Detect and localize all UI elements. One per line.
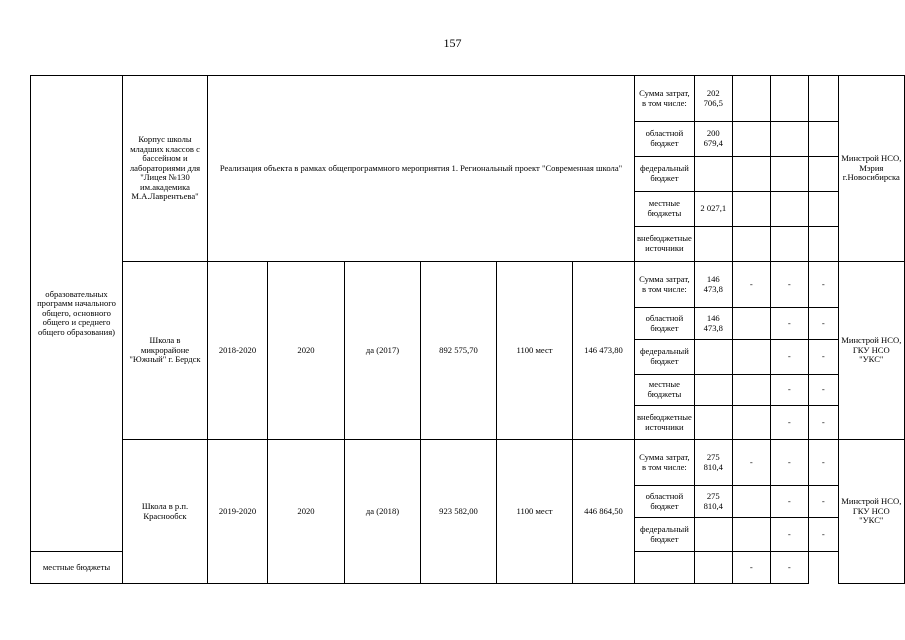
dash-cell: - <box>770 552 808 584</box>
label-total: Сумма затрат, в том числе: <box>635 262 695 308</box>
amount-regional: 275 810,4 <box>694 486 732 518</box>
amount-regional: 200 679,4 <box>694 122 732 157</box>
amount-total: 146 473,8 <box>694 262 732 308</box>
amount-total: 202 706,5 <box>694 76 732 122</box>
dash-cell <box>808 192 838 227</box>
amount-federal <box>694 518 732 552</box>
dash-cell <box>732 227 770 262</box>
dash-cell <box>732 157 770 192</box>
dash-cell: - <box>770 340 808 375</box>
label-local: местные бюджеты <box>31 552 123 584</box>
label-total: Сумма затрат, в том числе: <box>635 76 695 122</box>
project-capacity: 1100 мест <box>497 262 573 440</box>
label-regional: областной бюджет <box>635 308 695 340</box>
project-remaining: 146 473,80 <box>573 262 635 440</box>
table-row <box>31 440 905 486</box>
dash-cell <box>732 308 770 340</box>
responsible: Минстрой НСО, Мэрия г.Новосибирска <box>838 76 904 262</box>
amount-local <box>694 375 732 406</box>
label-federal: федеральный бюджет <box>635 157 695 192</box>
project-period: 2019-2020 <box>208 440 268 584</box>
amount-total: 275 810,4 <box>694 440 732 486</box>
project-capacity: 1100 мест <box>497 440 573 584</box>
dash-cell <box>694 552 732 584</box>
dash-cell: - <box>732 440 770 486</box>
dash-cell: - <box>808 308 838 340</box>
amount-extra <box>694 406 732 440</box>
dash-cell: - <box>808 375 838 406</box>
dash-cell: - <box>770 308 808 340</box>
project-name: Школа в р.п. Краснообск <box>123 440 208 584</box>
dash-cell <box>770 76 808 122</box>
project-merged-note: Реализация объекта в рамках общепрограммного мероприятия 1. Региональный проект "Современная школа" <box>208 76 635 262</box>
amount-local: 2 027,1 <box>694 192 732 227</box>
page-number: 157 <box>443 36 462 50</box>
goal-description: образовательных программ начального общего, основного общего и среднего общего образования) <box>31 76 123 552</box>
project-name: Корпус школы младших классов с бассейном и лабораториями для "Лицея №130 им.академика М.А.Лаврентьева" <box>123 76 208 262</box>
program-table <box>30 75 905 584</box>
dash-cell: - <box>770 486 808 518</box>
table-row <box>31 262 905 308</box>
dash-cell <box>808 157 838 192</box>
table-row <box>31 76 905 122</box>
project-period: 2018-2020 <box>208 262 268 440</box>
dash-cell <box>732 406 770 440</box>
project-design: да (2018) <box>345 440 421 584</box>
dash-cell <box>732 122 770 157</box>
dash-cell: - <box>808 440 838 486</box>
amount-regional: 146 473,8 <box>694 308 732 340</box>
dash-cell <box>732 518 770 552</box>
label-regional: областной бюджет <box>635 122 695 157</box>
label-local: местные бюджеты <box>635 192 695 227</box>
dash-cell <box>732 76 770 122</box>
label-regional: областной бюджет <box>635 486 695 518</box>
project-year: 2020 <box>268 262 345 440</box>
amount-local <box>635 552 695 584</box>
dash-cell <box>732 486 770 518</box>
dash-cell: - <box>808 340 838 375</box>
dash-cell: - <box>770 406 808 440</box>
label-total: Сумма затрат, в том числе: <box>635 440 695 486</box>
dash-cell <box>770 157 808 192</box>
responsible: Минстрой НСО, ГКУ НСО "УКС" <box>838 440 904 584</box>
label-local: местные бюджеты <box>635 375 695 406</box>
dash-cell: - <box>770 262 808 308</box>
amount-federal <box>694 340 732 375</box>
dash-cell <box>732 192 770 227</box>
project-cost: 892 575,70 <box>421 262 497 440</box>
amount-federal <box>694 157 732 192</box>
project-name: Школа в микрорайоне "Южный" г. Бердск <box>123 262 208 440</box>
dash-cell: - <box>770 440 808 486</box>
dash-cell: - <box>808 406 838 440</box>
project-design: да (2017) <box>345 262 421 440</box>
dash-cell: - <box>808 486 838 518</box>
label-extra: внебюджетные источники <box>635 406 695 440</box>
dash-cell <box>732 375 770 406</box>
dash-cell: - <box>770 375 808 406</box>
dash-cell <box>770 227 808 262</box>
label-extra: внебюджетные источники <box>635 227 695 262</box>
dash-cell: - <box>808 262 838 308</box>
amount-extra <box>694 227 732 262</box>
dash-cell <box>732 340 770 375</box>
dash-cell: - <box>732 552 770 584</box>
responsible: Минстрой НСО, ГКУ НСО "УКС" <box>838 262 904 440</box>
dash-cell: - <box>770 518 808 552</box>
dash-cell <box>770 192 808 227</box>
label-federal: федеральный бюджет <box>635 340 695 375</box>
label-federal: федеральный бюджет <box>635 518 695 552</box>
dash-cell <box>770 122 808 157</box>
dash-cell: - <box>808 518 838 552</box>
project-year: 2020 <box>268 440 345 584</box>
project-cost: 923 582,00 <box>421 440 497 584</box>
dash-cell: - <box>732 262 770 308</box>
dash-cell <box>808 76 838 122</box>
dash-cell <box>808 122 838 157</box>
dash-cell <box>808 227 838 262</box>
project-remaining: 446 864,50 <box>573 440 635 584</box>
